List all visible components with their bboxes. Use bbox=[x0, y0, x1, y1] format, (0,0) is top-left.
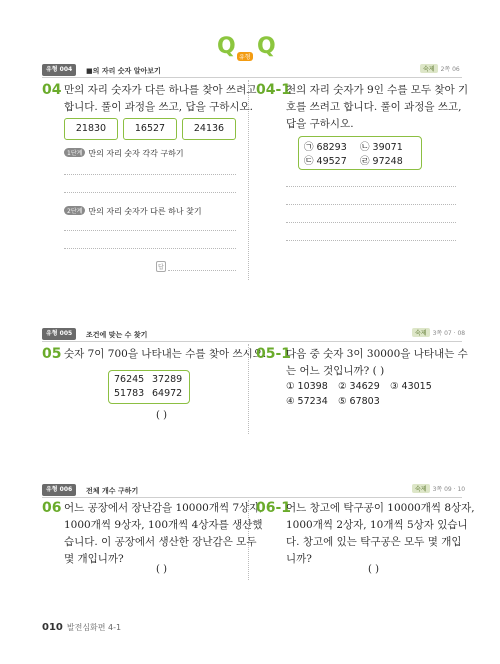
q05-1-opt-2[interactable]: ② 34629 bbox=[338, 381, 380, 392]
q04-step2 bbox=[64, 206, 202, 217]
q04-1-line1: 천의 자리 숫자가 9인 수를 모두 찾아 기 bbox=[286, 84, 469, 96]
q04-1-opt-a: ㉠ 68293 bbox=[304, 142, 347, 153]
q04-answer-line-3 bbox=[64, 230, 236, 231]
q04-1-line3: 답을 구하시오. bbox=[286, 118, 354, 130]
q05-1-line1: 다음 중 숫자 3이 30000을 나타내는 수 bbox=[286, 348, 468, 360]
section3-ref bbox=[412, 484, 465, 493]
section2-ref-text: 3쪽 07 · 08 bbox=[432, 330, 466, 337]
q04-answer-line-2 bbox=[64, 192, 236, 193]
q04-number: 04 bbox=[42, 82, 62, 98]
q04-1-opt-b: ㉡ 39071 bbox=[360, 142, 403, 153]
section2-rule bbox=[42, 341, 462, 342]
q04-1-opt-d: ㉣ 97248 bbox=[360, 156, 403, 167]
q04-1-line2: 호를 쓰려고 합니다. 풀이 과정을 쓰고, bbox=[286, 101, 462, 113]
q06-line3: 습니다. 이 공장에서 생산한 장난감은 모두 bbox=[64, 536, 257, 548]
q06-1-number: 06-1 bbox=[256, 500, 292, 516]
q06-1-answer-paren[interactable]: ( ) bbox=[368, 564, 379, 575]
q05-opt-2: 37289 bbox=[152, 374, 183, 385]
section3-tag: 유형 006 bbox=[42, 484, 76, 496]
q04-box-3: 24136 bbox=[182, 118, 236, 140]
q06-answer-paren[interactable]: ( ) bbox=[156, 564, 167, 575]
step1-text: 만의 자리 숫자 각각 구하기 bbox=[88, 149, 184, 158]
q04-answer-line-4 bbox=[64, 248, 236, 249]
homework-chip: 숙제 bbox=[412, 328, 430, 337]
q05-1-opt-1[interactable]: ① 10398 bbox=[286, 381, 328, 392]
q04-line2: 합니다. 풀이 과정을 쓰고, 답을 구하시오. bbox=[64, 101, 253, 113]
section1-title: ■의 자리 숫자 알아보기 bbox=[86, 67, 161, 75]
q06-line1: 어느 공장에서 장난감을 10000개씩 7상자, bbox=[64, 502, 263, 514]
section2-tag: 유형 005 bbox=[42, 328, 76, 340]
q05-1-number: 05-1 bbox=[256, 346, 292, 362]
q05-opt-3: 51783 bbox=[114, 388, 145, 399]
q04-step1 bbox=[64, 148, 184, 159]
q05-1-opt-5[interactable]: ⑤ 67803 bbox=[338, 396, 380, 407]
q06-1-line3: 다. 창고에 있는 탁구공은 모두 몇 개입 bbox=[286, 536, 462, 548]
q06-line2: 1000개씩 9상자, 100개씩 4상자를 생산했 bbox=[64, 519, 263, 531]
homework-chip: 숙제 bbox=[420, 64, 438, 73]
book-title: 발전심화편 4-1 bbox=[66, 623, 122, 632]
section1-ref bbox=[420, 64, 460, 73]
q05-number: 05 bbox=[42, 346, 62, 362]
q04-answer-mark: 답 bbox=[156, 261, 166, 272]
q05-opt-1: 76245 bbox=[114, 374, 145, 385]
section2-ref bbox=[412, 328, 465, 337]
q04-1-line-b bbox=[286, 204, 456, 205]
section3-ref-text: 3쪽 09 · 10 bbox=[432, 486, 466, 493]
section3-title: 전체 개수 구하기 bbox=[86, 487, 139, 495]
q04-box-1: 21830 bbox=[64, 118, 118, 140]
section1-tag: 유형 004 bbox=[42, 64, 76, 76]
q06-line4: 몇 개입니까? bbox=[64, 553, 124, 565]
q04-answer-line-1 bbox=[64, 174, 236, 175]
homework-chip: 숙제 bbox=[412, 484, 430, 493]
logo-q-right: Q bbox=[257, 34, 276, 59]
q06-1-line1: 어느 창고에 탁구공이 10000개씩 8상자, bbox=[286, 502, 475, 514]
q04-1-number: 04-1 bbox=[256, 82, 292, 98]
q05-line1: 숫자 7이 700을 나타내는 수를 찾아 쓰시오. bbox=[64, 348, 267, 360]
q04-1-line-d bbox=[286, 240, 456, 241]
section1-ref-text: 2쪽 06 bbox=[440, 66, 460, 73]
q05-1-opt-3[interactable]: ③ 43015 bbox=[390, 381, 432, 392]
q04-final-answer-line[interactable] bbox=[168, 270, 236, 271]
q04-box-2: 16527 bbox=[123, 118, 177, 140]
q04-line1: 만의 자리 숫자가 다른 하나를 찾아 쓰려고 bbox=[64, 84, 257, 96]
section3-rule bbox=[42, 497, 462, 498]
q05-1-opt-4[interactable]: ④ 57234 bbox=[286, 396, 328, 407]
step2-text: 만의 자리 숫자가 다른 하나 찾기 bbox=[88, 207, 202, 216]
q04-1-line-a bbox=[286, 186, 456, 187]
step2-chip: 2단계 bbox=[64, 206, 85, 215]
q05-opt-4: 64972 bbox=[152, 388, 183, 399]
qq-logo bbox=[215, 32, 285, 62]
q05-1-line2: 는 어느 것입니까? ( ) bbox=[286, 365, 385, 377]
q05-answer-paren[interactable]: ( ) bbox=[156, 410, 167, 421]
page-number: 010 bbox=[42, 622, 63, 633]
q06-1-line2: 1000개씩 2상자, 10개씩 5상자 있습니 bbox=[286, 519, 468, 531]
logo-q-left: Q bbox=[217, 34, 236, 59]
q04-1-opt-c: ㉢ 49527 bbox=[304, 156, 347, 167]
section2-title: 조건에 맞는 수 찾기 bbox=[86, 331, 148, 339]
q06-1-line4: 니까? bbox=[286, 553, 312, 565]
q06-number: 06 bbox=[42, 500, 62, 516]
q04-1-line-c bbox=[286, 222, 456, 223]
step1-chip: 1단계 bbox=[64, 148, 85, 157]
page-footer bbox=[42, 622, 121, 633]
logo-mid: 유형 bbox=[239, 54, 251, 61]
section1-rule bbox=[42, 77, 462, 78]
